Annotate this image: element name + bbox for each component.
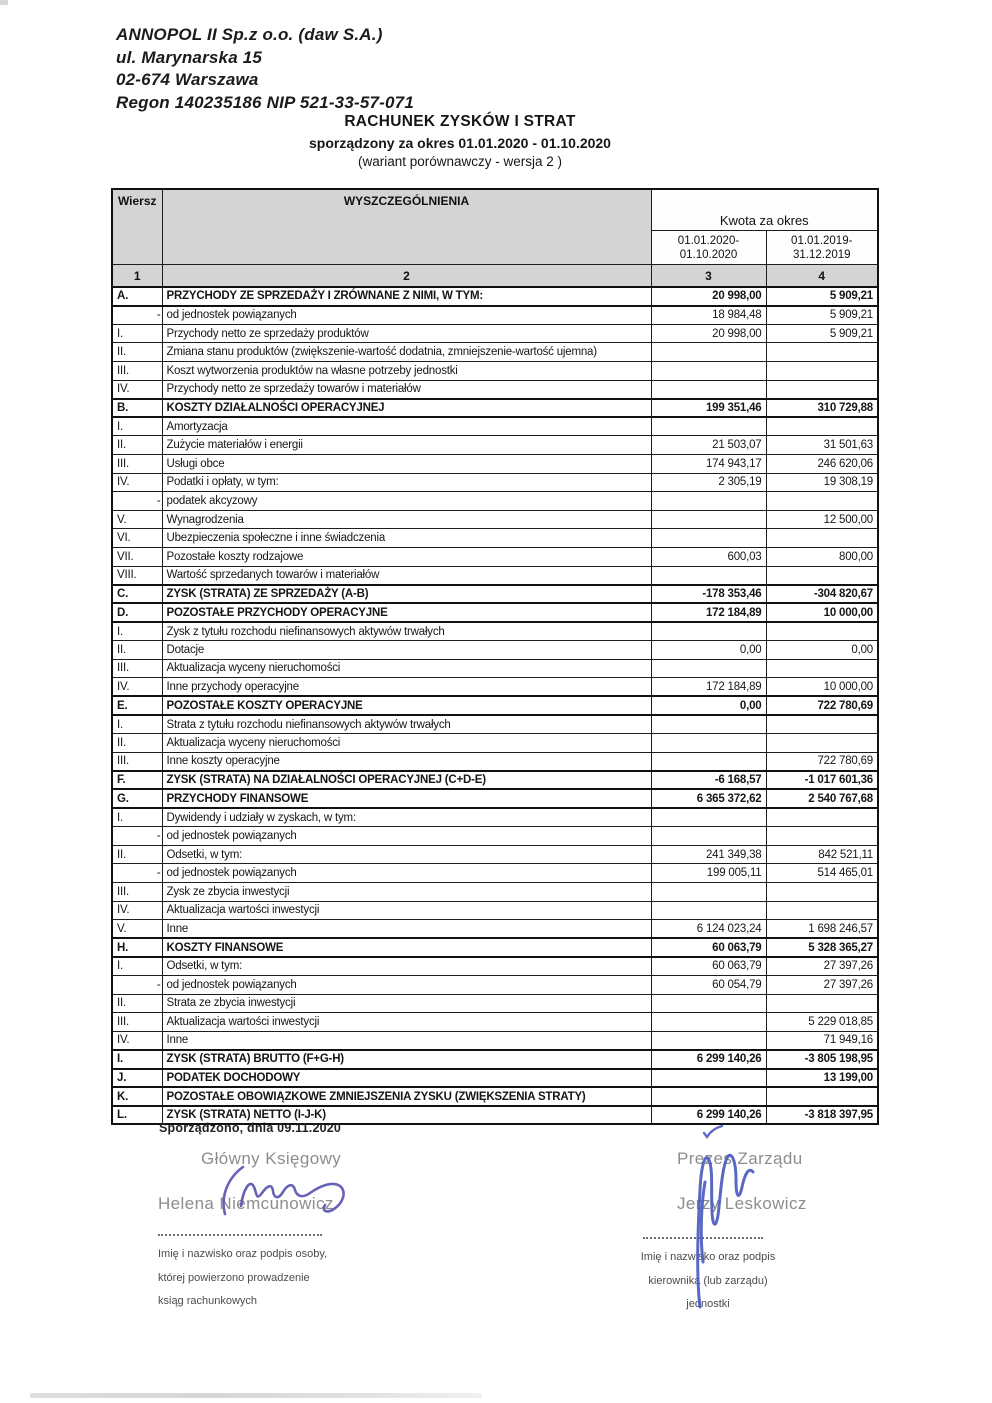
row-value-previous: 12 500,00 [766,510,878,529]
row-value-current: 199 351,46 [651,399,766,418]
table-row [112,845,878,864]
president-caption-line1: Imię i nazwisko oraz podpis [640,1251,776,1263]
row-label: Wynagrodzenia [162,510,651,529]
row-value-previous: -1 017 601,36 [766,771,878,790]
row-label: Strata ze zbycia inwestycji [162,994,651,1013]
table-row [112,1050,878,1069]
row-value-current [651,994,766,1013]
table-row [112,361,878,380]
row-value-current [651,752,766,771]
row-value-previous: 842 521,11 [766,845,878,864]
row-value-current: 6 365 372,62 [651,789,766,808]
row-label: Strata z tytułu rozchodu niefinansowych aktywów trwałych [162,715,651,734]
row-index: VI. [112,529,162,548]
row-value-previous: 722 780,69 [766,696,878,715]
row-index: VII. [112,548,162,567]
row-label: Pozostałe koszty rodzajowe [162,548,651,567]
row-label: Zmiana stanu produktów (zwiększenie-wartość dodatnia, zmniejszenie-wartość ujemna) [162,343,651,362]
table-row [112,1031,878,1050]
row-value-current [651,734,766,753]
scan-artifact-corner [0,0,8,5]
row-index: II. [112,994,162,1013]
table-row [112,994,878,1013]
row-index: H. [112,938,162,957]
table-row [112,976,878,995]
row-value-previous: 5 909,21 [766,324,878,343]
row-value-previous [766,622,878,641]
company-name: ANNOPOL II Sp.z o.o. (daw S.A.) [116,25,383,44]
row-value-current [651,622,766,641]
table-row [112,324,878,343]
row-value-current [651,343,766,362]
row-index: - [112,492,162,511]
row-index: III. [112,361,162,380]
row-value-current: 0,00 [651,641,766,660]
accountant-name-stamp: Helena Niemcunowicz [158,1194,334,1213]
row-value-previous: -304 820,67 [766,585,878,604]
row-value-previous: 5 328 365,27 [766,938,878,957]
row-index: III. [112,883,162,902]
row-index: IV. [112,1031,162,1050]
pnl-table-header [112,189,878,287]
table-row [112,715,878,734]
row-value-current: 60 054,79 [651,976,766,995]
row-value-current [651,827,766,846]
row-value-previous [766,659,878,678]
row-label: Inne [162,920,651,939]
row-label: od jednostek powiązanych [162,827,651,846]
checkmark-ink-stroke [704,1126,722,1137]
row-index: IV. [112,473,162,492]
row-index: I. [112,715,162,734]
row-value-current [651,566,766,585]
table-row [112,1069,878,1088]
row-value-previous: 722 780,69 [766,752,878,771]
row-label: Wartość sprzedanych towarów i materiałów [162,566,651,585]
row-value-previous: 5 909,21 [766,306,878,325]
row-label: Aktualizacja wartości inwestycji [162,1013,651,1032]
row-value-previous: 27 397,26 [766,957,878,976]
president-caption [620,1246,796,1317]
column-number-3: 3 [651,265,766,288]
row-index: D. [112,603,162,622]
row-index: C. [112,585,162,604]
row-label: POZOSTAŁE PRZYCHODY OPERACYJNE [162,603,651,622]
column-number-4: 4 [766,265,878,288]
row-index: IV. [112,901,162,920]
row-index: III. [112,659,162,678]
row-label: Odsetki, w tym: [162,957,651,976]
row-label: Ubezpieczenia społeczne i inne świadczenia [162,529,651,548]
table-row [112,510,878,529]
row-value-current [651,529,766,548]
column-header-period-current [651,231,766,265]
row-label: Aktualizacja wartości inwestycji [162,901,651,920]
row-value-current [651,883,766,902]
table-row [112,1087,878,1106]
row-index: - [112,827,162,846]
row-value-current [651,1069,766,1088]
row-value-previous [766,808,878,827]
row-label: PRZYCHODY FINANSOWE [162,789,651,808]
row-value-current [651,380,766,399]
row-index: K. [112,1087,162,1106]
row-value-previous: 1 698 246,57 [766,920,878,939]
row-index: V. [112,920,162,939]
table-row [112,696,878,715]
row-index: E. [112,696,162,715]
table-row [112,343,878,362]
row-value-current: 6 299 140,26 [651,1106,766,1125]
row-label: KOSZTY DZIAŁALNOŚCI OPERACYJNEJ [162,399,651,418]
table-row [112,771,878,790]
table-row [112,566,878,585]
row-value-previous: 10 000,00 [766,678,878,697]
company-block [116,24,414,114]
row-label: Koszt wytworzenia produktów na własne potrzeby jednostki [162,361,651,380]
row-value-current: 21 503,07 [651,436,766,455]
row-value-previous [766,417,878,436]
row-label: Inne koszty operacyjne [162,752,651,771]
row-value-previous [766,529,878,548]
row-label: ZYSK (STRATA) BRUTTO (F+G-H) [162,1050,651,1069]
row-value-current [651,901,766,920]
table-row [112,306,878,325]
row-index: L. [112,1106,162,1125]
row-label: PRZYCHODY ZE SPRZEDAŻY I ZRÓWNANE Z NIMI, W TYM: [162,287,651,306]
row-value-current: 172 184,89 [651,603,766,622]
row-value-previous: 19 308,19 [766,473,878,492]
row-value-current: 241 349,38 [651,845,766,864]
row-label: Dywidendy i udziały w zyskach, w tym: [162,808,651,827]
row-index: III. [112,752,162,771]
row-index: VIII. [112,566,162,585]
row-label: Inne [162,1031,651,1050]
company-city: 02-674 Warszawa [116,70,259,89]
row-value-previous: 10 000,00 [766,603,878,622]
row-label: od jednostek powiązanych [162,864,651,883]
table-row [112,380,878,399]
period-previous-line2: 31.12.2019 [792,248,851,261]
row-index: G. [112,789,162,808]
row-value-current [651,715,766,734]
column-header-period-previous [766,231,878,265]
column-number-2: 2 [162,265,651,288]
table-row [112,808,878,827]
row-index: I. [112,417,162,436]
accountant-role-stamp: Główny Księgowy [201,1149,342,1168]
row-value-current: 6 124 023,24 [651,920,766,939]
table-row [112,548,878,567]
row-label: ZYSK (STRATA) NA DZIAŁALNOŚCI OPERACYJNEJ (C+D-E) [162,771,651,790]
column-header-wiersz: Wiersz [112,189,162,265]
company-street: ul. Marynarska 15 [116,47,263,67]
row-value-previous: -3 805 198,95 [766,1050,878,1069]
row-value-previous [766,883,878,902]
row-value-current [651,361,766,380]
row-index: F. [112,771,162,790]
signature-dotted-line-left [158,1234,322,1236]
row-label: Zysk ze zbycia inwestycji [162,883,651,902]
pnl-table-body [112,287,878,1124]
table-row [112,678,878,697]
president-name-stamp: Jerzy Leskowicz [677,1194,807,1213]
row-value-current: 60 063,79 [651,957,766,976]
table-row [112,417,878,436]
accountant-caption [158,1243,327,1314]
accountant-caption-line1: Imię i nazwisko oraz podpis osoby, [158,1248,328,1260]
row-value-previous: 514 465,01 [766,864,878,883]
row-index: II. [112,845,162,864]
row-value-previous: 71 949,16 [766,1031,878,1050]
row-label: Amortyzacja [162,417,651,436]
row-label: Przychody netto ze sprzedaży towarów i materiałów [162,380,651,399]
row-label: Podatki i opłaty, w tym: [162,473,651,492]
row-index: III. [112,1013,162,1032]
row-value-previous [766,734,878,753]
row-value-current [651,1013,766,1032]
table-row [112,473,878,492]
table-row [112,864,878,883]
period-previous-line1: 01.01.2019- [791,234,853,247]
row-value-previous [766,901,878,920]
row-value-current: 2 305,19 [651,473,766,492]
table-row [112,901,878,920]
row-label: podatek akcyzowy [162,492,651,511]
table-row [112,883,878,902]
table-row [112,287,878,306]
row-label: Dotacje [162,641,651,660]
prepared-date: Sporządzono, dnia 09.11.2020 [159,1121,342,1135]
column-header-kwota-za-okres: Kwota za okres [651,189,878,231]
row-label: Usługi obce [162,454,651,473]
row-index: - [112,306,162,325]
row-value-previous [766,1087,878,1106]
row-value-previous: 310 729,88 [766,399,878,418]
row-value-previous: -3 818 397,95 [766,1106,878,1125]
row-index: I. [112,622,162,641]
table-row [112,529,878,548]
row-value-previous [766,566,878,585]
row-value-previous: 13 199,00 [766,1069,878,1088]
table-row [112,752,878,771]
row-index: V. [112,510,162,529]
row-index: II. [112,436,162,455]
row-value-current: 6 299 140,26 [651,1050,766,1069]
row-label: Zużycie materiałów i energii [162,436,651,455]
row-value-current: 60 063,79 [651,938,766,957]
row-index: I. [112,324,162,343]
row-value-previous [766,715,878,734]
row-value-current: 174 943,17 [651,454,766,473]
row-label: Odsetki, w tym: [162,845,651,864]
row-value-previous: 5 229 018,85 [766,1013,878,1032]
table-row [112,436,878,455]
period-current-line1: 01.01.2020- [677,234,740,247]
row-value-previous: 0,00 [766,641,878,660]
row-value-current: -6 168,57 [651,771,766,790]
row-index: I. [112,957,162,976]
row-value-previous [766,380,878,399]
row-label: Zysk z tytułu rozchodu niefinansowych aktywów trwałych [162,622,651,641]
row-value-previous [766,994,878,1013]
row-label: KOSZTY FINANSOWE [162,938,651,957]
title-block [110,113,810,169]
row-label: Aktualizacja wyceny nieruchomości [162,734,651,753]
table-row [112,920,878,939]
row-value-current [651,1087,766,1106]
accountant-caption-line3: ksiąg rachunkowych [158,1295,258,1307]
president-caption-line2: kierownika (lub zarządu) [648,1274,768,1287]
table-row [112,641,878,660]
row-index: - [112,976,162,995]
column-header-wyszczegolnienia: WYSZCZEGÓLNIENIA [162,189,651,265]
row-index: IV. [112,380,162,399]
row-value-previous: 246 620,06 [766,454,878,473]
row-label: Inne przychody operacyjne [162,678,651,697]
table-row [112,603,878,622]
row-value-current [651,808,766,827]
row-label: POZOSTAŁE OBOWIĄZKOWE ZMNIEJSZENIA ZYSKU (ZWIĘKSZENIA STRATY) [162,1087,651,1106]
table-row [112,827,878,846]
table-row [112,789,878,808]
row-value-current: 600,03 [651,548,766,567]
row-value-previous: 5 909,21 [766,287,878,306]
row-value-previous [766,361,878,380]
row-value-previous [766,343,878,362]
table-row [112,492,878,511]
row-value-current [651,659,766,678]
row-value-current [651,492,766,511]
column-number-1: 1 [112,265,162,288]
row-value-previous: 31 501,63 [766,436,878,455]
row-index: II. [112,641,162,660]
row-value-current: 172 184,89 [651,678,766,697]
row-index: - [112,864,162,883]
accountant-caption-line2: której powierzono prowadzenie [158,1271,310,1284]
row-index: B. [112,399,162,418]
row-index: II. [112,343,162,362]
table-row [112,585,878,604]
row-label: ZYSK (STRATA) NETTO (I-J-K) [162,1106,651,1125]
row-label: PODATEK DOCHODOWY [162,1069,651,1088]
signature-dotted-line-right [643,1237,763,1239]
row-value-previous: 2 540 767,68 [766,789,878,808]
row-label: od jednostek powiązanych [162,306,651,325]
table-row [112,938,878,957]
table-row [112,454,878,473]
table-row [112,957,878,976]
table-row [112,734,878,753]
row-value-previous: 27 397,26 [766,976,878,995]
row-value-current: 20 998,00 [651,324,766,343]
row-value-current: 18 984,48 [651,306,766,325]
row-value-previous [766,827,878,846]
row-index: II. [112,734,162,753]
row-index: A. [112,287,162,306]
row-label: od jednostek powiązanych [162,976,651,995]
row-label: Aktualizacja wyceny nieruchomości [162,659,651,678]
period-current-line2: 01.10.2020 [679,248,738,261]
table-row [112,659,878,678]
row-value-current: 0,00 [651,696,766,715]
page-variant: (wariant porównawczy - wersja 2 ) [357,154,563,169]
scan-artifact-bottom-bar [30,1393,482,1398]
page-title: RACHUNEK ZYSKÓW I STRAT [344,113,576,130]
table-row [112,399,878,418]
row-value-previous [766,492,878,511]
row-label: POZOSTAŁE KOSZTY OPERACYJNE [162,696,651,715]
row-value-current [651,417,766,436]
company-regon-nip: Regon 140235186 NIP 521-33-57-071 [116,92,414,112]
row-value-current [651,1031,766,1050]
row-index: I. [112,1050,162,1069]
president-role-stamp: Prezes Zarządu [677,1149,803,1168]
row-index: J. [112,1069,162,1088]
row-value-previous: 800,00 [766,548,878,567]
row-value-current [651,510,766,529]
row-label: Przychody netto ze sprzedaży produktów [162,324,651,343]
row-index: IV. [112,678,162,697]
table-row [112,1013,878,1032]
president-caption-line3: jednostki [686,1298,730,1310]
table-row [112,622,878,641]
row-value-current: -178 353,46 [651,585,766,604]
page-subtitle: sporządzony za okres 01.01.2020 - 01.10.2020 [309,135,611,151]
row-value-current: 20 998,00 [651,287,766,306]
pnl-table [111,188,879,1125]
row-index: I. [112,808,162,827]
row-index: III. [112,454,162,473]
row-label: ZYSK (STRATA) ZE SPRZEDAŻY (A-B) [162,585,651,604]
row-value-current: 199 005,11 [651,864,766,883]
